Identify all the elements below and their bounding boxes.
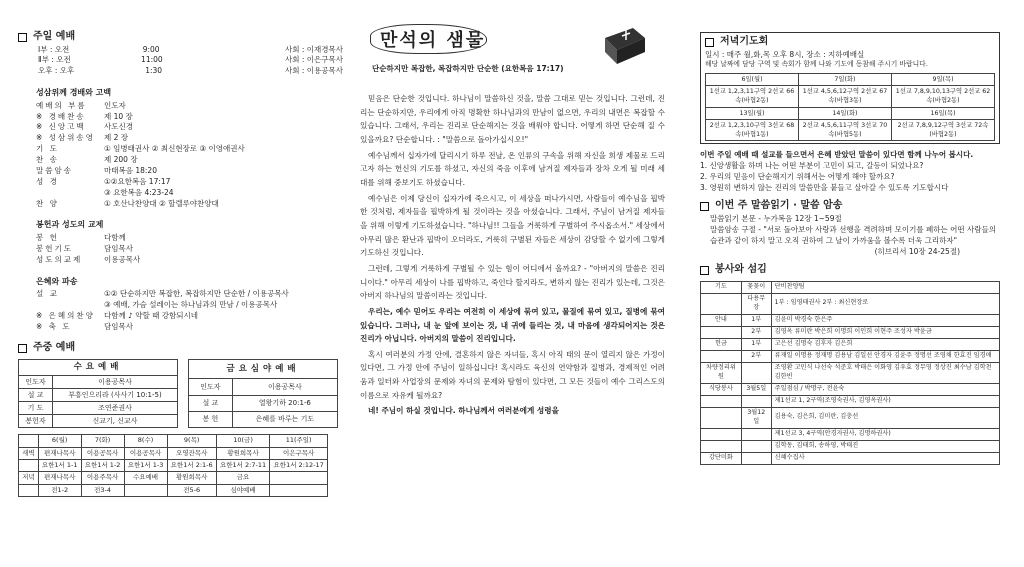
friday-table: 금요심야예배 인도자 이용공목사 설 교 열왕기하 20:1-6 봉 헌 은혜를 바루는 기도 (188, 359, 338, 428)
order-value: 인도자 (104, 100, 126, 110)
table-cell: 김영옥 류미란 박은희 이명희 이인희 이현주 조성자 박윤금 (771, 326, 999, 338)
table-cell: 요한1서 1-2 (81, 460, 124, 472)
order-row (36, 101, 343, 112)
table-cell: 2선교 7,8,9,12구역 3선교 72속(바협2동) (891, 119, 994, 140)
order-value: 제 200 장 (104, 155, 138, 165)
table-cell (701, 395, 742, 407)
order-row (36, 289, 343, 300)
table-cell: 3월5일 (741, 383, 771, 395)
sermon-paragraph: 우리는, 예수 믿어도 우리는 여전히 이 세상에 묶여 있고, 물질에 묶여 있고, 질병에 묶여 있습니다. 그러나, 내 눈 앞에 보이는 것, 내 귀에 들리는 것, 내 마음에 생각되어지는 것은 진리가 아닙니다. 아버지의 말씀이 진리입니다. (360, 306, 665, 344)
table-cell: 이용공목사 (52, 375, 177, 388)
table-cell (701, 350, 742, 362)
table-cell: 주일점심 / 박명구, 전윤숙 (771, 383, 999, 395)
sermon-paragraph: 예수님께서 십자가에 달리시기 하루 전날, 온 인류의 구속을 위해 자신을 희생 제물로 드리고자 하는 헌신의 기도를 하셨고, 자신의 죽음 이후에 남겨질 제자들과 장차 오게 될 미래 세대를 위해 중보기도 하셨습니다. (360, 150, 665, 187)
table-cell (741, 452, 771, 464)
table-row (701, 326, 1000, 338)
table-row (19, 460, 328, 472)
worship-time-row (38, 45, 343, 56)
table-cell: 1부 (741, 314, 771, 326)
table-cell: 기도 (701, 281, 742, 293)
table-cell: 이용공목사 (124, 447, 167, 459)
table-cell: 설 교 (189, 395, 233, 411)
table-cell: 이은구목사 (270, 447, 328, 459)
table-cell: 강단미화 (701, 452, 742, 464)
worship-time-row (38, 55, 343, 66)
table-cell (741, 362, 771, 383)
table-cell: 2선교 4,5,6,11구역 3선교 70속(바협5동) (798, 119, 891, 140)
bible-icon (599, 24, 649, 68)
table-cell (270, 484, 328, 496)
worship-column (18, 0, 343, 567)
dawn-schedule-table (18, 434, 328, 497)
table-cell: 차량정리위원 (701, 362, 742, 383)
table-header: 9(목) (167, 435, 216, 447)
sermon-paragraph: 믿음은 단순한 것입니다. 하나님이 말씀하신 것을, 말씀 그대로 믿는 것입니다. 그런데, 진리는 단순하지만, 우리에게 아직 명확한 하나님과의 만남이 없으면, 우리의 내면은 복잡할 수 있습니다. 그래서, 우리는 진리로 단순해지는 것을 배워야 합니다. 어떻게 하면 단순해 질 수 있을까요? 단순합니다. : "말씀으로 돌아가십시오!" (360, 94, 665, 144)
order-label: 봉 헌 (36, 233, 59, 243)
prayer-table (705, 73, 995, 141)
table-cell: 기 도 (19, 401, 53, 414)
table-cell: 1부 : 임영태권사 2부 : 최신현장로 (771, 293, 999, 314)
order-row (36, 255, 343, 266)
table-header: 6(월) (38, 435, 81, 447)
table-cell: 16일(목) (891, 107, 994, 119)
order-value: ①②요한복음 17:17 (104, 176, 171, 186)
section-title: 봉헌과 성도의 교제 (36, 220, 104, 230)
order-row (36, 322, 343, 333)
order-label: ※ 축 도 (36, 321, 72, 331)
order-value: ①② 단순하지만 복잡한, 복잡하지만 단순한 / 이용공목사 (104, 289, 289, 299)
square-bullet-icon (705, 38, 714, 47)
table-cell (19, 484, 39, 496)
reflect-item: 3. 영원히 변하지 않는 진리의 말씀만을 붙들고 살아갈 수 있도록 기도합시다 (700, 182, 949, 192)
order-row (36, 188, 343, 199)
table-cell: 1부 (741, 338, 771, 350)
order-label: 봉헌기도 (36, 243, 73, 253)
table-cell: 전3-4 (81, 484, 124, 496)
order-label: ※ 신앙고백 (36, 122, 86, 132)
info-column (700, 0, 1000, 567)
column-title: 만석의 샘물 (380, 28, 485, 54)
table-cell: 저녁 (19, 472, 39, 484)
order-label (36, 188, 104, 199)
table-row (701, 452, 1000, 464)
sermon-column (360, 0, 665, 567)
table-cell: 전5-6 (167, 484, 216, 496)
table-cell: 다용무장 (741, 293, 771, 314)
order-value: ① 호산나찬양대 ② 할렐루야찬양대 (104, 198, 219, 208)
table-row (19, 375, 178, 388)
order-value: ① 임병태권사 ② 최신현장로 ③ 이영애권사 (104, 144, 245, 154)
table-cell: 수요예배 (124, 472, 167, 484)
time-label: Ⅱ부 : 오전 (38, 55, 71, 65)
order-label: 찬 송 (36, 155, 59, 165)
table-row (701, 383, 1000, 395)
table-cell: 안내 (701, 314, 742, 326)
worship-heading: 주일 예배 (18, 30, 343, 45)
table-cell: 이용공목사 (232, 379, 337, 395)
table-row (19, 415, 178, 428)
section-title: 성삼위께 경배와 고백 (36, 88, 112, 98)
table-header: 7(화) (81, 435, 124, 447)
table-cell (701, 293, 742, 314)
order-value: 담임목사 (104, 243, 133, 253)
table-cell: 제1선교 3, 4구역(안경자권사, 김명하권사) (771, 428, 999, 440)
table-row (701, 362, 1000, 383)
table-row (19, 472, 328, 484)
order-value: 다함께 (104, 233, 126, 243)
sermon-subtitle: 단순하지만 복잡한, 복잡하지만 단순한 (요한복음 17:17) (372, 64, 564, 73)
table-row (189, 379, 338, 395)
table-cell (701, 428, 742, 440)
square-bullet-icon (18, 33, 27, 42)
table-cell: 봉 헌 (189, 411, 233, 427)
table-cell: 요한1서 1-3 (124, 460, 167, 472)
order-row (36, 199, 343, 210)
sermon-paragraph: 네! 주님이 하실 것입니다. 하나님께서 여러분에게 성령을 (368, 406, 559, 416)
table-cell (741, 440, 771, 452)
prayer-info: 일시 : 매주 월,화,목 오후 8시, 장소 : 지하예배실 (705, 49, 865, 59)
table-cell: 김학동, 김태희, 송하영, 박태진 (771, 440, 999, 452)
table-cell: 신혜수집사 (771, 452, 999, 464)
time-label: Ⅰ부 : 오전 (38, 44, 70, 54)
table-row (701, 293, 1000, 314)
sermon-paragraph: 혹시 여러분의 가정 안에, 결혼하지 않은 자녀들, 혹시 아직 태의 문이 열리지 않은 가정이 있다면, 그 가정 안에 주님이 일하십니다! 혹시라도 육신의 연약함과 질병과, 경제적인 어려움과 일터와 사업장의 문제와 자녀의 문제와 탐험이 있다면, 그 모든 것들이 예수 그리스도의 이름으로 자유케 될까요? (360, 349, 665, 400)
order-value: 제 10 장 (104, 111, 133, 121)
order-label: 찬 양 (36, 198, 59, 208)
table-cell: 오영잔목사 (167, 447, 216, 459)
order-row (36, 155, 343, 166)
table-cell: 김용숙, 김은희, 김미란, 김충선 (771, 407, 999, 428)
table-cell: 금요 (216, 472, 269, 484)
worship-order (18, 87, 343, 333)
table-cell: 헌금 (701, 338, 742, 350)
reflect-list (700, 161, 1000, 194)
table-cell (701, 440, 742, 452)
order-row (36, 244, 343, 255)
time-leader: 사회 : 이은구목사 (284, 55, 343, 65)
order-row (36, 166, 343, 177)
table-cell: 13일(월) (706, 107, 799, 119)
time-value: 1:30 (145, 66, 163, 76)
time-value: 9:00 (142, 44, 160, 54)
time-leader: 사회 : 이재경목사 (284, 44, 343, 54)
table-cell: 이용주목사 (81, 472, 124, 484)
table-cell: 조영환 고민식 나선숙 석준호 박태은 이화영 김우효 정무영 정상진 최수남 김학천 김한빈 (771, 362, 999, 383)
table-row (701, 428, 1000, 440)
worship-time-row (38, 66, 343, 77)
table-cell: 2선교 1,2,3,10구역 3선교 68속(바협1동) (706, 119, 799, 140)
table-cell (270, 472, 328, 484)
order-value: 사도신경 (104, 122, 133, 132)
wednesday-table: 수요예배 인도자 이용공목사 설 교 부흥인으리라 (사사기 10:1-5) 기 도 조연준권사 봉헌자 신교기, 신교사 (18, 359, 178, 428)
table-row (701, 395, 1000, 407)
table-cell (701, 326, 742, 338)
order-row (36, 144, 343, 155)
table-cell: 1선교 4,5,6,12구역 2선교 67속(바협3동) (798, 86, 891, 107)
table-cell: 14일(화) (798, 107, 891, 119)
table-cell (701, 407, 742, 428)
prayer-box: 저녁기도회 일시 : 매주 월,화,목 오후 8시, 장소 : 지하예배실 해당 날짜에 담당 구역 및 속회가 함께 나와 기도에 동참해 주시기 바랍니다. 6일(월) 7일(화) 9일(목) 1선교 1,2,3,11구역 2선교 66속(바협2동) 1선교 4,5,6,12구역 2선교 67속(바협3동) 1선교 7,8,9,10,13구역 2선교 62속(바협2동) 13일(월) 14일(화) 16일(목) 2선교 1,2,3,10구역 3선교 68속(바협1동) 2선교 4,5,6,11구역 3선교 70속(바협5동) 2선교 7,8,9,12구역 3선교 72속(바협2동) (700, 32, 1000, 144)
table-cell: 고은선 김명숙 김후자 김은희 (771, 338, 999, 350)
reflect-intro: 이번 주일 예배 때 설교를 들으면서 은혜 받았던 말씀이 있다면 함께 나누어 봅시다. (700, 149, 974, 159)
table-cell: 부흥인으리라 (사사기 10:1-5) (52, 388, 177, 401)
table-row (19, 484, 328, 496)
table-cell: 제1선교 1, 2구역(조영숙권사, 김영옥권사) (771, 395, 999, 407)
memory-read: 말씀읽기 본문 - 누가복음 12장 1~59절 (710, 213, 842, 223)
weekday-heading: 주중 예배 (18, 341, 343, 356)
order-row (36, 233, 343, 244)
time-value: 11:00 (141, 55, 163, 65)
sermon-paragraph: 예수님은 이제 당신이 십자가에 죽으시고, 이 세상을 떠나가시면, 사람들이 예수님을 핍박한 것처럼, 제자들을 핍박하게 될 것이라는 것을 아셨습니다. 그래서, 주님이 남겨질 제자들을 위해 이렇게 기도하셨습니다. "하나님!! 그들을 거룩하게 구별하여 주시옵소서." 세상에서 아무리 많은 환난과 핍박이 오더라도, 거룩히 구별된 자들은 세상이 감당할 수 없기에 그렇게 기도하신 것입니다. (360, 193, 665, 258)
order-value: 다함께 ♪ 약할 때 강함되시네 (104, 311, 199, 321)
table-row (19, 447, 328, 459)
memory-ref: (히브리서 10장 24-25절) (874, 246, 960, 256)
table-cell: 심야예배 (216, 484, 269, 496)
table-cell: 황원희목사 (216, 447, 269, 459)
table-row (189, 395, 338, 411)
table-row (706, 119, 995, 140)
table-header: 10(금) (216, 435, 269, 447)
table-cell: 단비찬양팀 (771, 281, 999, 293)
worship-times (18, 45, 343, 78)
table-cell (19, 460, 39, 472)
memory-verse: 말씀암송 구절 - "서로 돌아보아 사랑과 선행을 격려하며 모이기를 폐하는 어떤 사람들의 습관과 같이 하지 말고 오직 권하여 그 날이 가까움을 볼수록 더욱 그리하자" (710, 224, 996, 245)
order-label: 말씀암송 (36, 165, 73, 175)
order-row (36, 112, 343, 123)
table-cell: 2부 (741, 350, 771, 362)
table-cell: 이용공목사 (81, 447, 124, 459)
table-cell: 요한1서 2:7-11 (216, 460, 269, 472)
section-title: 은혜와 파송 (36, 276, 78, 286)
sermon-body (360, 92, 665, 418)
table-row (701, 440, 1000, 452)
table-cell: 신교기, 신교사 (52, 415, 177, 428)
order-label: 예배의 부름 (36, 100, 87, 110)
table-header (19, 435, 39, 447)
order-row (36, 133, 343, 144)
order-label (36, 300, 104, 311)
sermon-banner (360, 22, 665, 82)
order-value: ③ 요한복음 4:23-24 (104, 187, 174, 197)
square-bullet-icon (700, 202, 709, 211)
reflect-item: 1. 신앙생활을 하며 나는 어떤 부분이 고민이 되고, 갈등이 되었나요? (700, 160, 924, 170)
table-cell: 편재나목사 (38, 447, 81, 459)
order-label: ※ 은혜의찬양 (36, 311, 95, 321)
order-label: 기 도 (36, 144, 59, 154)
table-header: 6일(월) (706, 74, 799, 86)
table-cell (741, 428, 771, 440)
table-row (701, 281, 1000, 293)
table-cell: 3월12일 (741, 407, 771, 428)
table-cell: 요한1서 2:1-6 (167, 460, 216, 472)
table-cell: 봉헌자 (19, 415, 53, 428)
square-bullet-icon (700, 266, 709, 275)
order-value: 담임목사 (104, 321, 133, 331)
table-row (706, 86, 995, 107)
reflect-item: 2. 우리의 믿음이 단순해지기 위해서는 어떻게 해야 할까요? (700, 171, 895, 181)
table-row (701, 350, 1000, 362)
table-cell: 인도자 (189, 379, 233, 395)
square-bullet-icon (18, 344, 27, 353)
order-label: ※ 성삼위송영 (36, 133, 95, 143)
service-table (700, 281, 1000, 465)
order-value: 제 2 장 (104, 133, 129, 143)
table-row (189, 411, 338, 427)
table-cell (741, 395, 771, 407)
order-value: 마태복음 18:20 (104, 165, 157, 175)
table-cell (124, 484, 167, 496)
table-cell: 류재일 이명용 정재명 김용남 김일선 안경자 김윤주 정명선 조영채 한효진 임경애 (771, 350, 999, 362)
table-header: 9일(목) (891, 74, 994, 86)
table-row (701, 407, 1000, 428)
table-row (706, 107, 995, 119)
table-cell: 1선교 7,8,9,10,13구역 2선교 62속(바협2동) (891, 86, 994, 107)
table-cell: 은혜를 바루는 기도 (232, 411, 337, 427)
table-row (19, 388, 178, 401)
table-row (701, 314, 1000, 326)
table-row (19, 401, 178, 414)
table-cell: 편재나목사 (38, 472, 81, 484)
order-label: 성 경 (36, 176, 59, 186)
memory-heading: 이번 주 말씀읽기 · 말씀 암송 (700, 199, 1000, 214)
table-cell: 요한1서 1-1 (38, 460, 81, 472)
time-label: 오후 : 오후 (38, 66, 75, 76)
table-cell: 황원희목사 (167, 472, 216, 484)
table-header: 8(수) (124, 435, 167, 447)
table-cell: 2부 (741, 326, 771, 338)
table-cell: 전1-2 (38, 484, 81, 496)
table-cell: 요한1서 2:12-17 (270, 460, 328, 472)
sermon-paragraph: 그런데, 그렇게 거룩하게 구별될 수 있는 힘이 어디에서 올까요? - "아버지의 말씀은 진리니이다." 아무리 세상이 나를 핍박하고, 죽인다 할지라도, 변하지 않는 진리가 있는데, 그것은 아버지 하나님의 말씀이라는 것입니다. (360, 263, 665, 301)
order-row (36, 177, 343, 188)
order-row (36, 311, 343, 322)
table-header: 11(주일) (270, 435, 328, 447)
table-cell: 조연준권사 (52, 401, 177, 414)
table-cell: 새벽 (19, 447, 39, 459)
prayer-note: 해당 날짜에 담당 구역 및 속회가 함께 나와 기도에 동참해 주시기 바랍니다. (705, 60, 928, 69)
table-cell: 김윤미 박경숙 한은주 (771, 314, 999, 326)
table-cell: 꽃꽂이 (741, 281, 771, 293)
table-cell: 설 교 (19, 388, 53, 401)
order-row (36, 122, 343, 133)
table-cell: 식당봉사 (701, 383, 742, 395)
order-label: 성도의교제 (36, 254, 83, 264)
order-row (36, 300, 343, 311)
time-leader: 사회 : 이용공목사 (284, 66, 343, 76)
table-row (701, 338, 1000, 350)
order-value: ③ 예배, 가슴 설레이는 하나님과의 만남 / 이용공목사 (104, 300, 278, 310)
table-cell: 열왕기하 20:1-6 (232, 395, 337, 411)
table-cell: 인도자 (19, 375, 53, 388)
table-header: 7일(화) (798, 74, 891, 86)
service-heading: 봉사와 섬김 (700, 263, 1000, 278)
order-label: 설 교 (36, 289, 59, 299)
table-cell: 1선교 1,2,3,11구역 2선교 66속(바협2동) (706, 86, 799, 107)
order-label: ※ 경배찬송 (36, 111, 86, 121)
order-value: 이용공목사 (104, 254, 141, 264)
